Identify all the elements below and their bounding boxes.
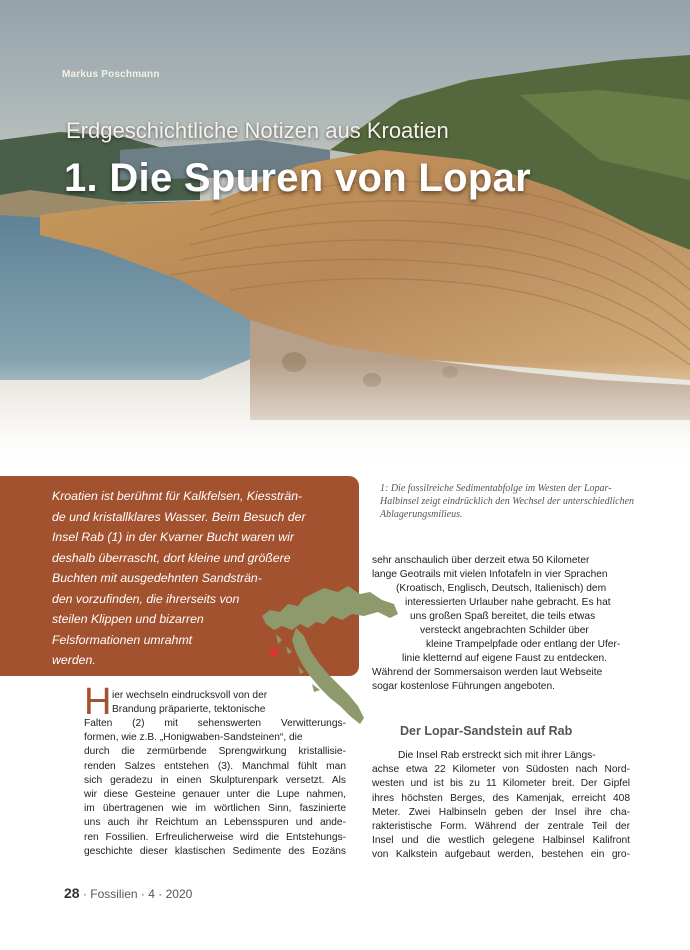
body-line: versteckt angebrachten Schilder über [420,625,589,636]
author-name: Markus Poschmann [62,69,160,80]
body-line: im übertragenen wie im wörtlichen Sinn, faszinierte [84,803,346,815]
left-column-top [112,689,346,717]
page-number: 28 [64,885,80,901]
body-line: ihres höchsten Berges, des Kamenjak, erreicht 408 [372,792,630,804]
body-line: (Kroatisch, Englisch, Deutsch, Italienisch) dem [396,583,607,594]
page-footer [64,885,192,901]
photo-caption: 1: Die fossilreiche Sedimentabfolge im Westen der Lopar-Halbinsel zeigt eindrücklich den Wechsel der unterschiedlichen Ablagerungsmilieus. [380,483,635,520]
body-line: interessierten Urlauber nahe gebracht. Es hat [405,597,611,608]
location-marker-icon [270,648,279,657]
intro-line: den vorzufinden, die ihrerseits von [52,591,240,606]
body-line: Meter. Zwei Halbinseln geben der Insel ihre cha- [372,806,630,818]
intro-line: werden. [52,653,96,667]
body-line: formen, wie z.B. „Honigwaben-Sandsteinen“, die [84,732,303,744]
body-line: achse etwa 22 Kilometer von Südosten nach Nord- [372,764,630,776]
drop-cap: H [84,681,112,723]
body-line: renden Salzes entstehen (3). Manchmal fühlt man [84,760,346,772]
body-line: Brandung präparierte, tektonische [112,704,266,716]
hero-photo [0,0,690,470]
intro-line: Felsformationen umrahmt [52,632,193,647]
body-line: Insel und die westlich gelegene Halbinsel Kalifront [372,835,630,847]
intro-line: steilen Klippen und bizarren [52,612,204,626]
body-line: rakteristische Form. Während der zentrale Teil der [372,821,630,833]
body-line: Die Insel Rab erstreckt sich mit ihrer Längs- [398,750,596,761]
intro-line: Kroatien ist berühmt für Kalkfelsen, Kiessträn- [52,489,303,503]
body-line: durch die zermürbende Sprengwirkung kristallisie- [84,746,346,758]
section-heading: Der Lopar-Sandstein auf Rab [400,724,573,738]
body-line: ier wechseln eindrucksvoll von der [112,690,268,701]
body-line: westen und ist bis zu 11 Kilometer breit. Der Gipfel [372,778,630,790]
body-line: Falten (2) mit sehenswerten Verwitterungs- [84,718,346,729]
body-line: geschichte dieser klastischen Sedimente des Eozäns [84,845,346,857]
left-column [84,717,346,859]
article-kicker: Erdgeschichtliche Notizen aus Kroatien [66,118,449,143]
body-line: ren Fossilien. Erfreulicherweise wird die Entstehungs- [84,831,346,843]
intro-line: Buchten mit ausgedehnten Sandsträn- [52,571,262,585]
body-line: Während der Sommersaison werden laut Webseite [372,667,603,678]
body-line: sich geradezu in einen Skulpturenpark versetzt. Als [84,774,346,786]
body-line: uns großen Spaß bereitet, die teils etwas [410,611,596,622]
body-line: linie kletternd auf eigene Faust zu entdecken. [402,653,608,664]
intro-line: de und kristallklares Wasser. Beim Besuch der [52,509,306,524]
intro-line: Insel Rab (1) in der Kvarner Bucht waren wir [52,530,294,544]
body-line: sogar kostenlose Führungen angeboten. [372,681,555,692]
body-line: uns auch ihr Reichtum an Lebensspuren und ande- [84,817,346,829]
body-line: kleine Trampelpfade oder entlang der Ufer- [426,639,621,650]
body-line: wir diese Gesteine genauer unter die Lupe nahmen, [84,789,346,801]
intro-line: deshalb überrascht, dort kleine und größere [52,550,291,565]
body-line: von Kalkstein aufgebaut werden, bestehen ein gro- [372,849,630,861]
body-line: lange Geotrails mit vielen Infotafeln in vier Sprachen [372,569,608,580]
article-title: 1. Die Spuren von Lopar [64,156,531,200]
publication-info: · Fossilien · 4 · 2020 [82,887,193,901]
right-column-bottom [372,749,630,863]
body-line: sehr anschaulich über derzeit etwa 50 Kilometer [372,555,590,566]
